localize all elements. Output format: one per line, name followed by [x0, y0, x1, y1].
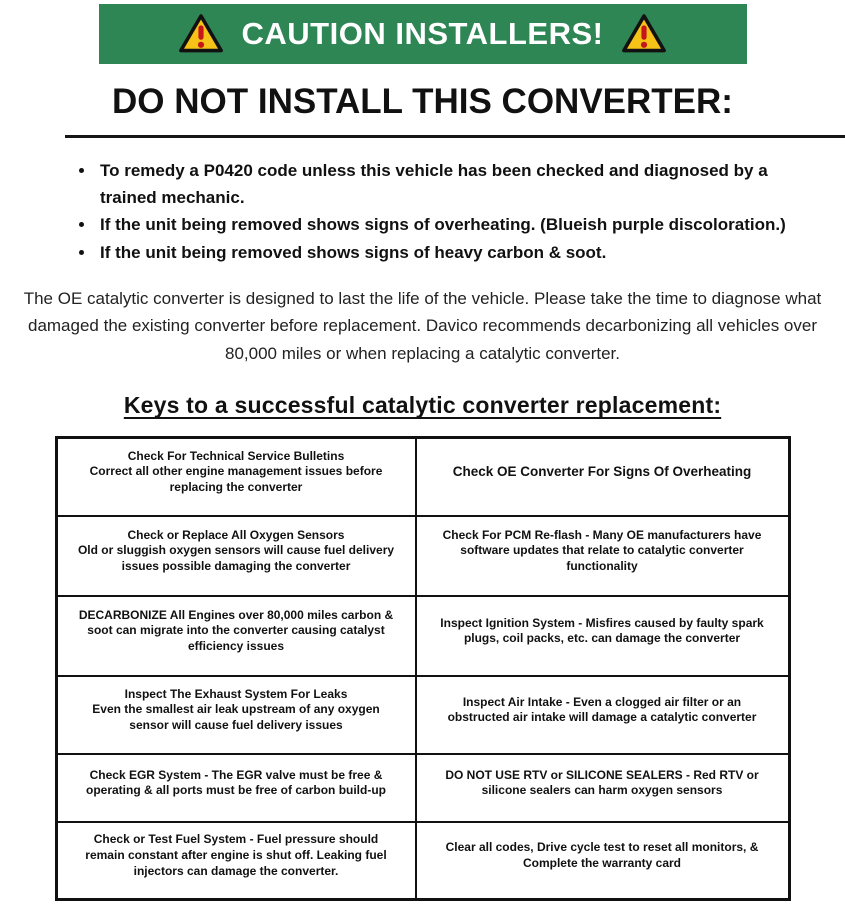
keys-table	[55, 436, 791, 901]
cell-text: DO NOT USE RTV or SILICONE SEALERS - Red RTV or silicone sealers can harm oxygen sensors	[445, 767, 759, 798]
table-cell	[56, 596, 416, 676]
table-row	[56, 516, 789, 596]
cell-text: Even the smallest air leak upstream of any oxygen sensor will cause fuel delivery issues	[92, 702, 380, 733]
cell-text: Old or sluggish oxygen sensors will cause fuel delivery issues possible damaging the converter	[77, 543, 395, 574]
cell-text: Check or Test Fuel System - Fuel pressure should remain constant after engine is shut off. Leaking fuel injectors can damage the converter.	[85, 832, 387, 878]
cell-text: Check For Technical Service Bulletins	[127, 448, 345, 463]
table-row	[56, 676, 789, 754]
cell-text: Correct all other engine management issues before replacing the converter	[89, 464, 383, 495]
table-cell	[416, 822, 790, 900]
divider-line	[65, 135, 845, 138]
advisory-paragraph: The OE catalytic converter is designed to last the life of the vehicle. Please take the time to diagnose what damaged the existing converter before replacement. Davico recommends decarbonizing all vehicles over 80,000 miles or when replacing a catalytic converter.	[23, 288, 822, 363]
banner-title: CAUTION INSTALLERS!	[241, 16, 604, 51]
table-cell	[56, 676, 416, 754]
table-cell	[56, 754, 416, 822]
warning-list	[0, 157, 805, 266]
cell-text: Check EGR System - The EGR valve must be free & operating & all ports must be free of carbon build-up	[85, 767, 387, 798]
list-item	[96, 157, 805, 211]
keys-heading: Keys to a successful catalytic converter replacement:	[123, 392, 722, 419]
cell-text: Clear all codes, Drive cycle test to reset all monitors, & Complete the warranty card	[445, 840, 759, 870]
table-cell	[56, 516, 416, 596]
table-row	[56, 822, 789, 900]
cell-text: Inspect The Exhaust System For Leaks	[124, 686, 348, 701]
cell-text: Inspect Ignition System - Misfires caused by faulty spark plugs, coil packs, etc. can damage the converter	[440, 615, 764, 646]
cell-text: Check For PCM Re-flash - Many OE manufacturers have software updates that relate to catalytic converter functionality	[442, 527, 762, 574]
cell-text: Inspect Air Intake - Even a clogged air filter or an obstructed air intake will damage a catalytic converter	[447, 694, 757, 725]
list-item	[96, 211, 805, 238]
table-row	[56, 754, 789, 822]
caution-banner	[99, 4, 747, 64]
table-cell	[56, 438, 416, 517]
warning-triangle-icon	[621, 13, 667, 55]
table-row	[56, 438, 789, 517]
cell-text: Check or Replace All Oxygen Sensors	[127, 527, 345, 542]
warning-triangle-icon	[178, 13, 224, 55]
page-title: DO NOT INSTALL THIS CONVERTER:	[112, 82, 733, 121]
list-item	[96, 239, 805, 266]
table-cell	[416, 596, 790, 676]
table-cell	[56, 822, 416, 900]
cell-text: DECARBONIZE All Engines over 80,000 miles carbon & soot can migrate into the converter causing catalyst efficiency issues	[78, 607, 394, 654]
table-row	[56, 596, 789, 676]
list-item-text: To remedy a P0420 code unless this vehicle has been checked and diagnosed by a trained mechanic.	[100, 161, 768, 208]
cell-text: Check OE Converter For Signs Of Overheating	[452, 464, 752, 480]
list-item-text: If the unit being removed shows signs of overheating. (Blueish purple discoloration.)	[100, 215, 786, 235]
list-item-text: If the unit being removed shows signs of heavy carbon & soot.	[100, 242, 607, 262]
table-cell	[416, 754, 790, 822]
table-cell	[416, 438, 790, 517]
table-cell	[416, 516, 790, 596]
table-cell	[416, 676, 790, 754]
